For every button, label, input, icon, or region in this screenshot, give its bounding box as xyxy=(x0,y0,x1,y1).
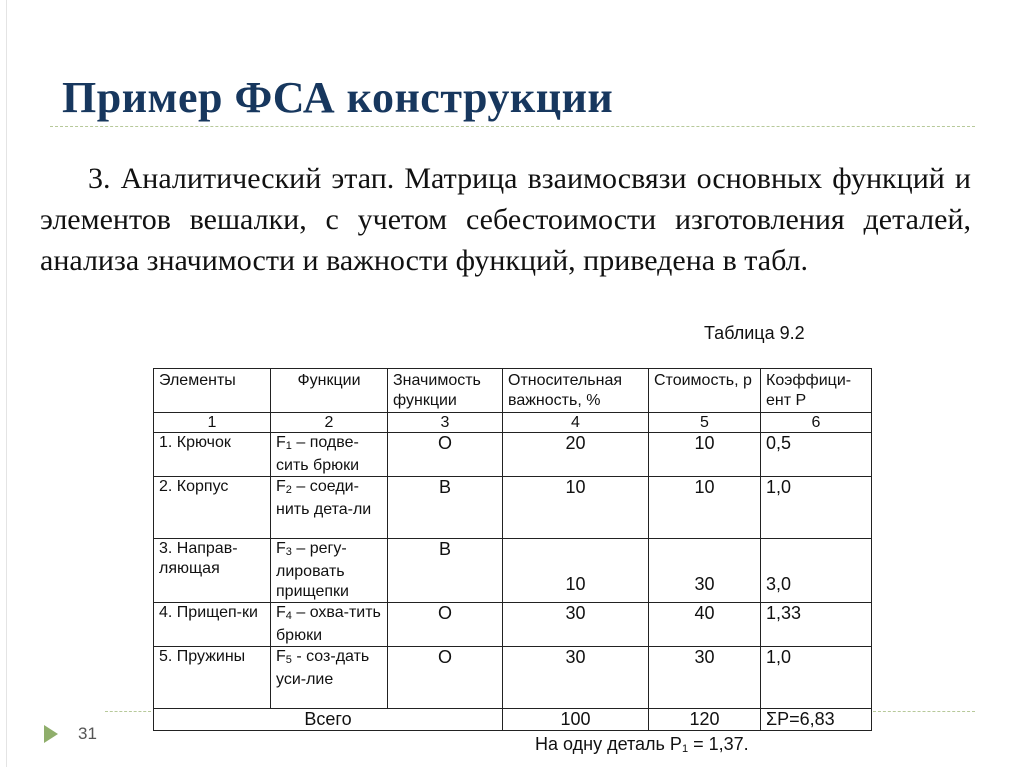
total-cost: 120 xyxy=(649,709,761,731)
significance-cell: О xyxy=(388,647,503,709)
function-index: 4 xyxy=(285,610,292,622)
function-code: F xyxy=(276,540,286,557)
importance-cell: 30 xyxy=(503,647,649,709)
significance-cell: В xyxy=(388,539,503,603)
coefficient-cell: 1,33 xyxy=(761,603,872,647)
body-text xyxy=(40,158,971,281)
coefficient-cell: 3,0 xyxy=(761,539,872,603)
function-matrix-table xyxy=(153,368,872,731)
function-index: 3 xyxy=(285,546,292,558)
element-cell: 1. Крючок xyxy=(154,433,271,477)
footer-divider-right xyxy=(873,711,975,712)
element-cell: 3. Направ-ляющая xyxy=(154,539,271,603)
table-row xyxy=(154,647,872,709)
function-code: F xyxy=(276,604,286,621)
header-cell: Стоимость, р xyxy=(649,369,761,413)
cost-cell: 10 xyxy=(649,477,761,539)
cost-cell: 40 xyxy=(649,603,761,647)
function-cell xyxy=(271,539,388,603)
column-number: 4 xyxy=(503,413,649,433)
element-cell: 2. Корпус xyxy=(154,477,271,539)
function-index: 5 xyxy=(285,654,292,666)
coefficient-cell: 1,0 xyxy=(761,647,872,709)
title-divider xyxy=(50,126,975,127)
function-cell xyxy=(271,603,388,647)
body-paragraph: 3. Аналитический этап. Матрица взаимосвязи основных функций и элементов вешалки, с учетом себестоимости изготовления деталей, анализа значимости и важности функций, приведена в табл. xyxy=(40,162,971,277)
column-number: 5 xyxy=(649,413,761,433)
column-number: 6 xyxy=(761,413,872,433)
significance-cell: О xyxy=(388,603,503,647)
importance-cell: 20 xyxy=(503,433,649,477)
function-cell xyxy=(271,433,388,477)
function-code: F xyxy=(276,648,286,665)
function-text: – соеди-нить дета-ли xyxy=(276,478,372,518)
cost-cell: 30 xyxy=(649,647,761,709)
function-text: – подве-сить брюки xyxy=(276,434,360,474)
importance-cell: 30 xyxy=(503,603,649,647)
total-coefficient: ΣР=6,83 xyxy=(761,709,872,731)
column-number: 1 xyxy=(154,413,271,433)
cost-cell: 30 xyxy=(649,539,761,603)
table-row xyxy=(154,433,872,477)
function-code: F xyxy=(276,434,286,451)
slide-border xyxy=(6,0,7,767)
table-header-row xyxy=(154,369,872,413)
slide-title: Пример ФСА конструкции xyxy=(62,73,614,122)
importance-cell: 10 xyxy=(503,477,649,539)
page-number: 31 xyxy=(78,724,97,743)
function-text: – регу-лировать прищепки xyxy=(276,540,349,600)
table-row xyxy=(154,603,872,647)
header-cell: Функции xyxy=(271,369,388,413)
column-number: 2 xyxy=(271,413,388,433)
element-cell: 5. Пружины xyxy=(154,647,271,709)
arrow-icon xyxy=(44,725,58,743)
total-label: Всего xyxy=(154,709,503,731)
footer-divider-left xyxy=(105,711,151,712)
function-cell xyxy=(271,477,388,539)
footnote-prefix: На одну деталь Р xyxy=(535,734,682,754)
function-cell xyxy=(271,647,388,709)
column-number-row xyxy=(154,413,872,433)
table-caption: Таблица 9.2 xyxy=(704,323,805,343)
total-importance: 100 xyxy=(503,709,649,731)
function-code: F xyxy=(276,478,286,495)
table-total-row xyxy=(154,709,872,731)
coefficient-cell: 1,0 xyxy=(761,477,872,539)
header-cell: Относительная важность, % xyxy=(503,369,649,413)
function-index: 2 xyxy=(285,484,292,496)
table-row xyxy=(154,539,872,603)
coefficient-cell: 0,5 xyxy=(761,433,872,477)
cost-cell: 10 xyxy=(649,433,761,477)
table-footnote xyxy=(535,734,749,755)
header-cell: Коэффици-ент Р xyxy=(761,369,872,413)
header-cell: Элементы xyxy=(154,369,271,413)
column-number: 3 xyxy=(388,413,503,433)
footnote-suffix: = 1,37. xyxy=(688,734,749,754)
function-index: 1 xyxy=(285,440,292,452)
significance-cell: В xyxy=(388,477,503,539)
function-text: – охва-тить брюки xyxy=(276,604,381,644)
importance-cell: 10 xyxy=(503,539,649,603)
significance-cell: О xyxy=(388,433,503,477)
table-row xyxy=(154,477,872,539)
function-text: - соз-дать уси-лие xyxy=(276,648,370,688)
header-cell: Значимость функции xyxy=(388,369,503,413)
footnote-index: 1 xyxy=(681,743,689,755)
element-cell: 4. Прищеп-ки xyxy=(154,603,271,647)
